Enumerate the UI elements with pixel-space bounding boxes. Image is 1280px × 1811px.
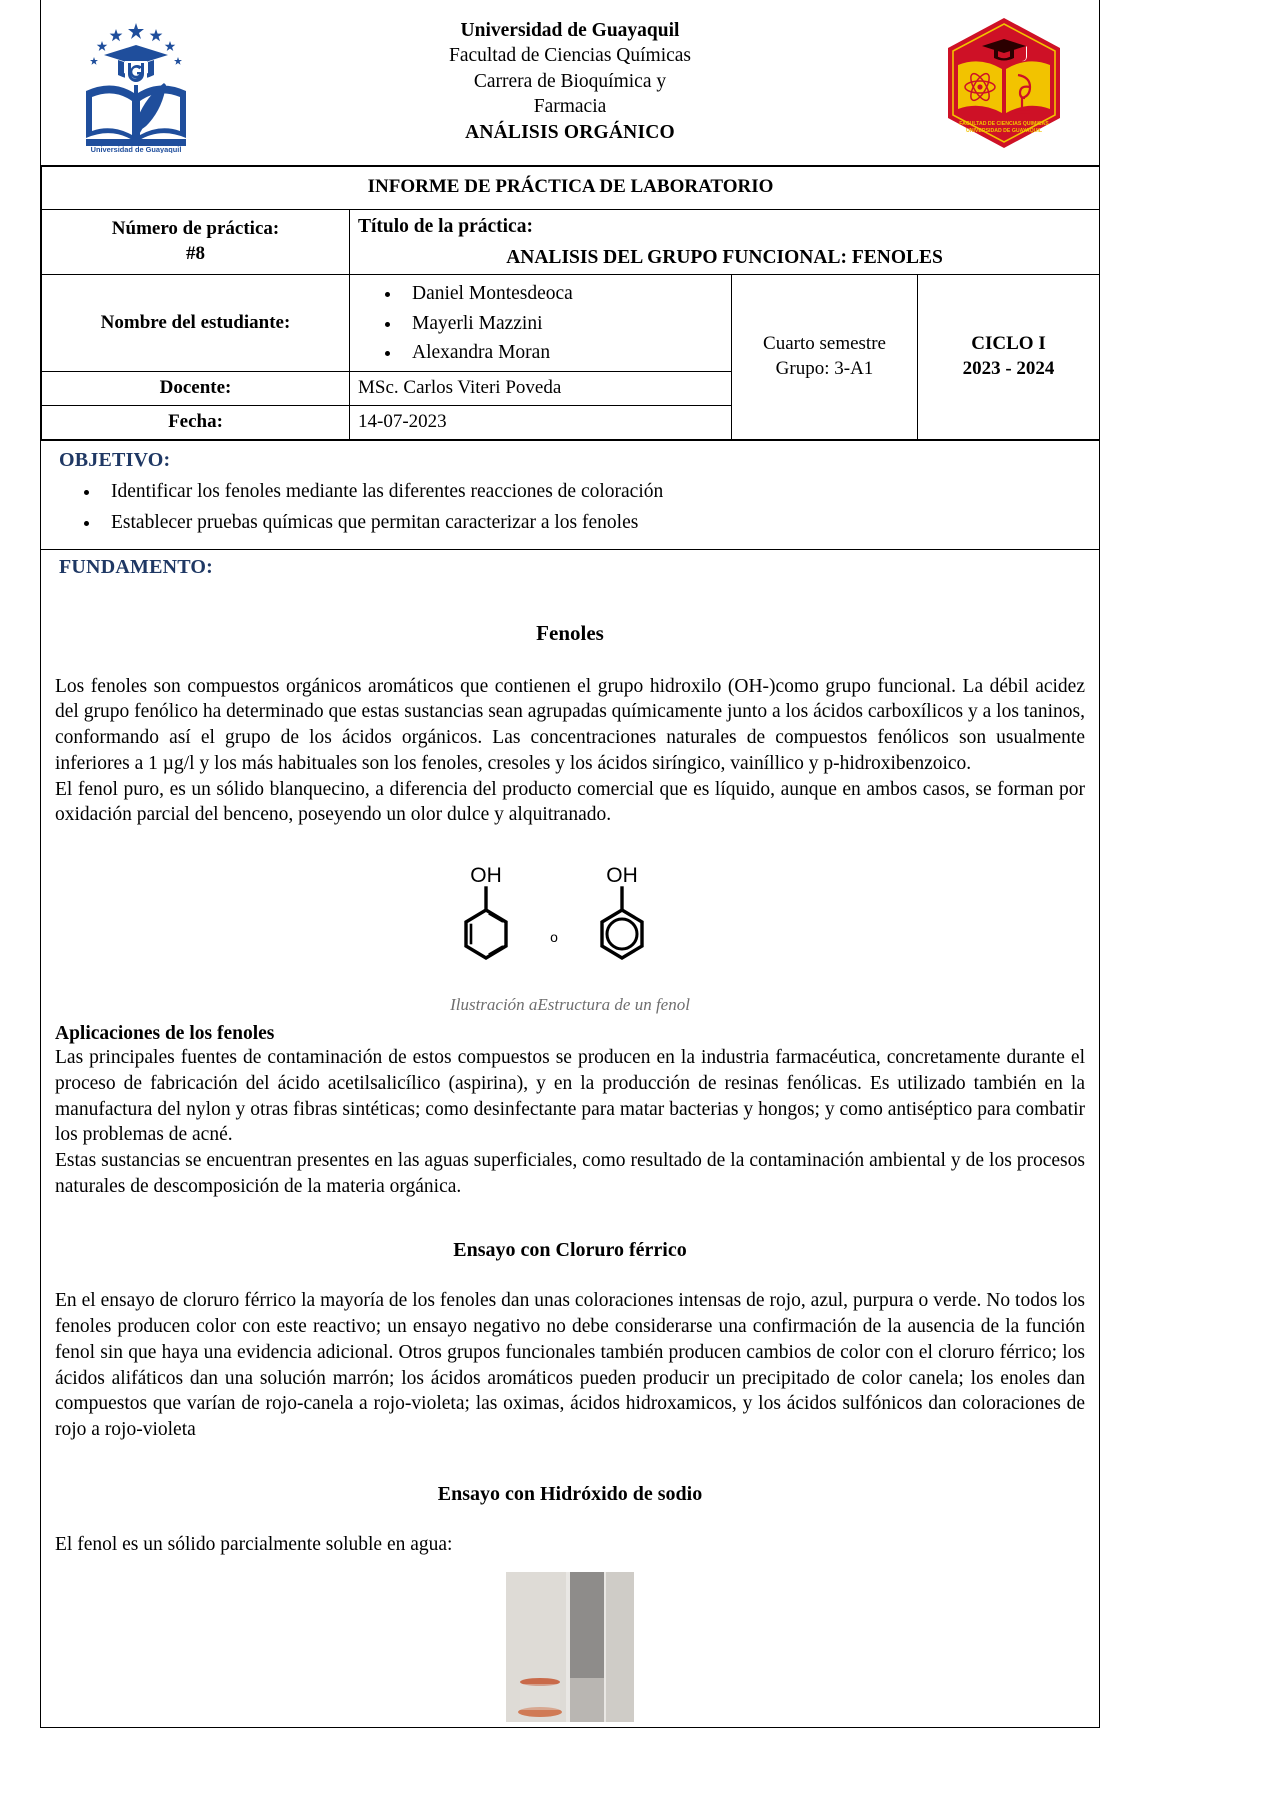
- ensayo-hidroxido-heading: Ensayo con Hidróxido de sodio: [437, 1482, 703, 1505]
- student-list-cell: [350, 275, 732, 372]
- phenol-left-oh-label: OH: [470, 864, 502, 888]
- student-list: [358, 279, 723, 367]
- table-row-estudiantes: [42, 275, 1100, 372]
- date-label: Fecha:: [42, 405, 350, 439]
- practice-number-value: #8: [186, 243, 205, 265]
- fundamento-paragraph-1: Los fenoles son compuestos orgánicos aromáticos que contienen el grupo hidroxilo (OH-)como grupo funcional. La débil acidez del grupo fenólico ha determinado que estas sustancias sean agrupadas químicamente junto a los ácidos carboxílicos y a los taninos, conformando así el grupo de los ácidos orgánicos. Las concentraciones naturales de compuestos fenólicos son usualmente inferiores a 1 µg/l y los más habituales son los fenoles, cresoles y los ácidos siríngico, vainíllico y p-hidroxibenzoico.: [55, 675, 1085, 774]
- objetivo-heading: OBJETIVO:: [59, 448, 171, 471]
- semester-value: Cuarto semestre: [763, 333, 886, 355]
- facultad-ciencias-quimicas-crest-icon: [938, 13, 1070, 153]
- list-item: • Alexandra Moran: [402, 338, 723, 367]
- phenol-right-oh-label: OH: [606, 864, 638, 888]
- header-title-block: [231, 12, 909, 154]
- header-line-career2: Farmacia: [533, 96, 607, 118]
- faculty-logo: [909, 13, 1099, 153]
- lab-photo-figure: [55, 1572, 1085, 1727]
- group-value: Grupo: 3-A1: [775, 357, 874, 379]
- faculty-logo-caption-line2: UNIVERSIDAD DE GUAYAQUIL: [966, 127, 1042, 134]
- report-banner-title: INFORME DE PRÁCTICA DE LABORATORIO: [42, 167, 1100, 210]
- table-row-banner: [42, 167, 1100, 210]
- fundamento-heading: FUNDAMENTO:: [59, 555, 214, 578]
- fundamento-paragraph-3: Las principales fuentes de contaminación de estos compuestos se producen en la industria farmacéutica, concretamente durante el proceso de fabricación del ácido acetilsalicílico (aspirina), y en la producción de resinas fenólicas. Es utilizado también en la manufactura del nylon y otras fibras sintéticas; como desinfectante para matar bacterias y hongos; y como antiséptico para combatir los problemas de acné.: [55, 1047, 1085, 1146]
- fundamento-paragraph-2: El fenol puro, es un sólido blanquecino, a diferencia del producto comercial que es líquido, aunque en ambos casos, se forman por oxidación parcial del benceno, poseyendo un olor dulce y alquitranado.: [55, 778, 1085, 826]
- document-header: [41, 0, 1099, 166]
- lab-photo-image: [506, 1572, 634, 1722]
- fundamento-paragraph-6: El fenol es un sólido parcialmente soluble en agua:: [55, 1533, 453, 1555]
- list-item: • Establecer pruebas químicas que permitan caracterizar a los fenoles: [101, 507, 1085, 539]
- aplicaciones-heading: Aplicaciones de los fenoles: [55, 1023, 275, 1045]
- universidad-de-guayaquil-emblem-icon: [72, 13, 200, 153]
- teacher-label: Docente:: [42, 372, 350, 406]
- cycle-value: CICLO I: [971, 333, 1046, 355]
- practice-title-value: ANALISIS DEL GRUPO FUNCIONAL: FENOLES: [506, 247, 943, 269]
- date-value: 14-07-2023: [350, 405, 732, 439]
- figure-caption: Ilustración aEstructura de un fenol: [450, 995, 690, 1015]
- header-line-career: Carrera de Bioquímica y: [473, 70, 667, 92]
- list-item: • Mayerli Mazzini: [402, 309, 723, 338]
- university-logo-caption: Universidad de Guayaquil: [90, 144, 182, 153]
- practice-number-label-text: Número de práctica:: [111, 218, 280, 240]
- ensayo-cloruro-heading: Ensayo con Cloruro férrico: [453, 1239, 687, 1262]
- objetivo-section: [41, 440, 1099, 549]
- semester-cell: [732, 275, 918, 439]
- list-item: • Identificar los fenoles mediante las diferentes reacciones de coloración: [101, 476, 1085, 508]
- university-logo: [41, 13, 231, 153]
- fundamento-paragraph-5: En el ensayo de cloruro férrico la mayoría de los fenoles dan unas coloraciones intensas de rojo, azul, purpura o verde. No todos los fenoles producen color con este reactivo; un ensayo negativo no debe considerarse una confirmación de la ausencia de la función fenol sin que haya una evidencia adicional. Otros grupos funcionales también producen cambios de color con el cloruro férrico; los ácidos alifáticos dan una solución marrón; los ácidos aromáticos pueden producir un precipitado de color canela; los enoles dan compuestos que varían de rojo-canela a rojo-violeta; las oximas, ácidos hidroxamicos, y los ácidos sulfónicos dan coloraciones de rojo a rojo-violeta: [55, 1290, 1085, 1441]
- report-document: [40, 0, 1100, 1728]
- practice-number-label: [42, 209, 350, 275]
- cycle-cell: [918, 275, 1100, 439]
- header-line-faculty: Facultad de Ciencias Químicas: [448, 45, 692, 67]
- list-item: • Daniel Montesdeoca: [402, 279, 723, 308]
- fundamento-section: [41, 549, 1099, 1727]
- table-row-practica: [42, 209, 1100, 275]
- practice-title-cell: [350, 209, 1100, 275]
- fenoles-title: Fenoles: [536, 620, 604, 645]
- practice-title-label: Título de la práctica:: [358, 215, 533, 237]
- teacher-value: MSc. Carlos Viteri Poveda: [350, 372, 732, 406]
- phenol-structure-figure: [55, 852, 1085, 1015]
- objetivo-list: [55, 476, 1085, 539]
- cycle-years: 2023 - 2024: [962, 357, 1055, 379]
- phenol-separator-label: o: [550, 929, 558, 946]
- report-info-table: [41, 166, 1100, 440]
- phenol-structure-icon: [440, 852, 700, 992]
- header-line-subject: ANÁLISIS ORGÁNICO: [465, 121, 675, 143]
- student-name-label: Nombre del estudiante:: [42, 275, 350, 372]
- header-line-university: Universidad de Guayaquil: [460, 19, 680, 41]
- fundamento-paragraph-4: Estas sustancias se encuentran presentes en las aguas superficiales, como resultado de la contaminación ambiental y de los procesos naturales de descomposición de la materia orgánica.: [55, 1150, 1085, 1197]
- faculty-logo-caption-line1: FACULTAD DE CIENCIAS QUIMICAS: [959, 120, 1049, 127]
